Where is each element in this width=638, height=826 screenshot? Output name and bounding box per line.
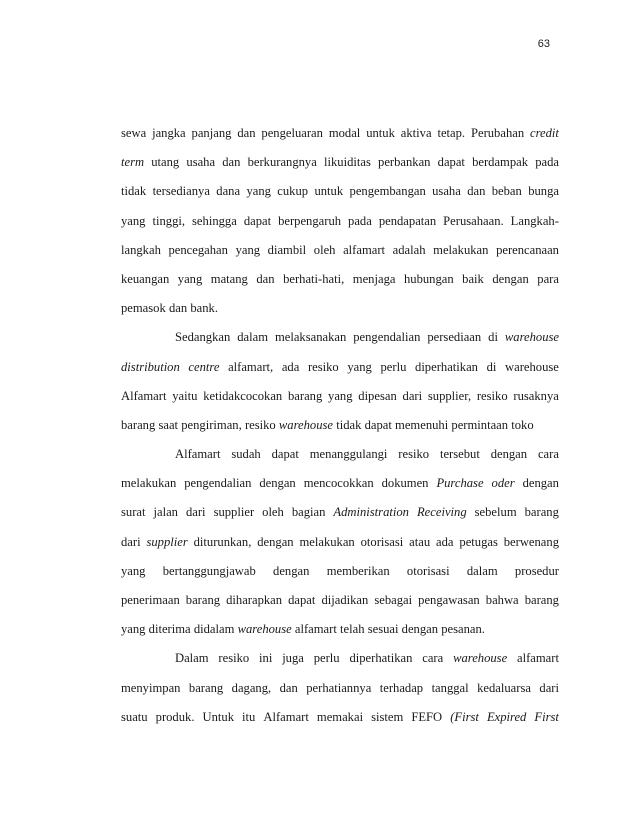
word: juga bbox=[282, 651, 304, 666]
word: sesuai bbox=[367, 622, 399, 637]
word: barang bbox=[287, 388, 323, 403]
word: oder bbox=[491, 476, 515, 491]
word: cara bbox=[537, 447, 559, 462]
word: dipesan bbox=[358, 388, 397, 403]
word: oleh bbox=[313, 242, 336, 257]
word: otorisasi bbox=[406, 563, 450, 578]
word: tetap. bbox=[437, 126, 466, 140]
word: bank. bbox=[190, 301, 218, 316]
word: usaha bbox=[186, 155, 216, 170]
text-line bbox=[121, 323, 559, 352]
word: alfamart, bbox=[228, 359, 274, 374]
word: modal bbox=[328, 126, 361, 140]
word: pengiriman, bbox=[181, 417, 242, 432]
word: tanggal bbox=[431, 680, 469, 695]
word: atau bbox=[409, 534, 431, 549]
word: tidak bbox=[336, 417, 362, 432]
word: penerimaan bbox=[121, 593, 180, 607]
word: sistem bbox=[371, 709, 404, 724]
text-line bbox=[121, 411, 559, 440]
word: dengan bbox=[490, 447, 528, 462]
word: Untuk bbox=[202, 709, 234, 724]
word: bunga bbox=[528, 184, 559, 199]
word: yang bbox=[121, 622, 146, 637]
word: warehouse bbox=[237, 622, 292, 637]
word: rusaknya bbox=[513, 388, 559, 403]
word: dan bbox=[168, 301, 188, 316]
word: tinggi, bbox=[152, 213, 186, 228]
word: ada bbox=[436, 534, 454, 549]
word: dapat bbox=[243, 213, 272, 228]
word: cukup bbox=[277, 184, 309, 199]
word: baik bbox=[462, 271, 484, 286]
word: Administration bbox=[333, 505, 409, 520]
word: mencocokkan bbox=[303, 476, 374, 491]
word: berdampak bbox=[472, 155, 529, 170]
word: pendapatan bbox=[378, 213, 437, 228]
word: alfamart bbox=[517, 651, 559, 666]
text-line bbox=[121, 265, 559, 294]
word: Sedangkan bbox=[175, 330, 231, 345]
word: Dalam bbox=[175, 651, 209, 666]
word: berkurangnya bbox=[247, 155, 317, 170]
text-line bbox=[121, 236, 559, 265]
word: beban bbox=[491, 184, 522, 199]
word: dijadikan bbox=[321, 593, 369, 607]
word: dengan bbox=[273, 563, 310, 578]
word: perbankan bbox=[378, 155, 431, 170]
word: dapat bbox=[437, 155, 465, 170]
word: dapat bbox=[288, 593, 316, 607]
word: Alfamart bbox=[263, 709, 309, 724]
word: ada bbox=[281, 359, 300, 374]
word: pemasok bbox=[121, 301, 166, 316]
word: otorisasi bbox=[360, 534, 404, 549]
word: diperhatikan bbox=[415, 359, 478, 374]
word: resiko bbox=[398, 447, 430, 462]
word: diperhatikan bbox=[349, 651, 413, 666]
word: perhatiannya bbox=[306, 680, 372, 695]
word: Perusahaan. bbox=[443, 213, 504, 228]
word: term bbox=[121, 155, 145, 170]
word: Expired bbox=[486, 709, 527, 724]
word: bagian bbox=[291, 505, 326, 520]
word: untuk bbox=[366, 126, 395, 140]
word: dengan bbox=[401, 622, 439, 637]
word: jalan bbox=[153, 505, 178, 520]
word: perencanaan bbox=[496, 242, 559, 257]
word: jangka bbox=[152, 126, 186, 140]
word: dan bbox=[467, 184, 486, 199]
word: ini bbox=[259, 651, 273, 666]
word: pada bbox=[348, 213, 372, 228]
text-line bbox=[121, 382, 559, 411]
word: utang bbox=[151, 155, 180, 170]
text-line bbox=[121, 674, 559, 703]
word: usaha bbox=[432, 184, 461, 199]
word: telah bbox=[340, 622, 365, 637]
word: sehingga bbox=[192, 213, 237, 228]
word: didalam bbox=[193, 622, 235, 637]
word: di bbox=[486, 359, 497, 374]
word: dan bbox=[222, 155, 241, 170]
word: yang bbox=[121, 213, 146, 228]
word: yang bbox=[328, 388, 353, 403]
text-line bbox=[121, 294, 559, 323]
word: FEFO bbox=[411, 709, 443, 724]
word: dana bbox=[216, 184, 241, 199]
word: perlu bbox=[313, 651, 340, 666]
text-line bbox=[121, 615, 559, 644]
word: Receiving bbox=[416, 505, 467, 520]
word: likuiditas bbox=[323, 155, 371, 170]
word: sebagai bbox=[374, 593, 413, 607]
word: Purchase bbox=[436, 476, 484, 491]
word: dari bbox=[539, 680, 559, 695]
word: diturunkan, bbox=[193, 534, 252, 549]
word: prosedur bbox=[514, 563, 559, 578]
word: alfamart bbox=[294, 622, 337, 637]
word: resiko bbox=[244, 417, 276, 432]
word: sewa bbox=[121, 126, 147, 140]
word: dengan bbox=[492, 271, 529, 286]
word: Langkah- bbox=[510, 213, 559, 228]
word: saat bbox=[158, 417, 179, 432]
word: barang bbox=[524, 505, 559, 520]
word: dan bbox=[279, 680, 298, 695]
word: terhadap bbox=[379, 680, 424, 695]
word: resiko bbox=[307, 359, 339, 374]
text-line bbox=[121, 498, 559, 527]
word: matang bbox=[210, 271, 248, 286]
word: pengendalian bbox=[184, 476, 252, 491]
word: barang bbox=[185, 593, 221, 607]
word: dengan bbox=[257, 534, 294, 549]
word: melakukan bbox=[433, 242, 489, 257]
word: menanggulangi bbox=[309, 447, 388, 462]
word: berpengaruh bbox=[278, 213, 342, 228]
text-line bbox=[121, 440, 559, 469]
word: pengembangan bbox=[349, 184, 426, 199]
word: (First bbox=[450, 709, 479, 724]
word: barang bbox=[121, 417, 156, 432]
word: dapat bbox=[271, 447, 299, 462]
word: memenuhi bbox=[395, 417, 449, 432]
word: dari bbox=[121, 534, 141, 549]
word: memakai bbox=[316, 709, 364, 724]
word: itu bbox=[242, 709, 256, 724]
word: supplier, bbox=[427, 388, 472, 403]
word: barang bbox=[188, 680, 224, 695]
word: surat bbox=[121, 505, 146, 520]
word: dari bbox=[402, 388, 423, 403]
word: untuk bbox=[314, 184, 344, 199]
word: First bbox=[534, 709, 559, 724]
word: dan bbox=[237, 126, 256, 140]
word: dengan bbox=[259, 476, 296, 491]
word: di bbox=[488, 330, 498, 345]
word: supplier bbox=[146, 534, 188, 549]
word: ketidakcocokan bbox=[203, 388, 283, 403]
word: perlu bbox=[380, 359, 407, 374]
word: warehouse bbox=[505, 359, 559, 374]
word: dokumen bbox=[381, 476, 429, 491]
word: tidak bbox=[121, 184, 147, 199]
word: yang bbox=[347, 359, 372, 374]
word: yang bbox=[121, 563, 146, 578]
word: diterima bbox=[148, 622, 191, 637]
text-line bbox=[121, 148, 559, 177]
word: berhati-hati, bbox=[283, 271, 345, 286]
word: barang bbox=[524, 593, 559, 607]
text-line bbox=[121, 177, 559, 206]
word: warehouse bbox=[278, 417, 334, 432]
word: menjaga bbox=[352, 271, 396, 286]
word: melakukan bbox=[299, 534, 355, 549]
word: panjang bbox=[191, 126, 232, 140]
word: sebelum bbox=[474, 505, 517, 520]
word: persediaan bbox=[427, 330, 482, 345]
word: resiko bbox=[476, 388, 508, 403]
word: sudah bbox=[231, 447, 261, 462]
word: toko bbox=[511, 417, 534, 432]
word: adalah bbox=[392, 242, 426, 257]
text-line bbox=[121, 207, 559, 236]
word: para bbox=[537, 271, 559, 286]
word: warehouse bbox=[453, 651, 508, 666]
word: distribution bbox=[121, 359, 180, 374]
word: permintaan bbox=[451, 417, 509, 432]
word: pada bbox=[535, 155, 559, 170]
word: kedaluarsa bbox=[477, 680, 531, 695]
word: yaitu bbox=[172, 388, 198, 403]
word: dapat bbox=[364, 417, 392, 432]
word: Alfamart bbox=[175, 447, 221, 462]
word: dalam bbox=[237, 330, 268, 345]
word: bahwa bbox=[485, 593, 519, 607]
text-line bbox=[121, 119, 559, 148]
word: melaksanakan bbox=[274, 330, 347, 345]
word: centre bbox=[188, 359, 220, 374]
text-line bbox=[121, 469, 559, 498]
word: langkah bbox=[121, 242, 161, 257]
word: bertanggungjawab bbox=[162, 563, 256, 578]
word: tersedianya bbox=[152, 184, 210, 199]
word: yang bbox=[177, 271, 203, 286]
word: pengendalian bbox=[353, 330, 421, 345]
word: tersebut bbox=[439, 447, 480, 462]
word: yang bbox=[246, 184, 271, 199]
word: pesanan. bbox=[441, 622, 485, 637]
word: keuangan bbox=[121, 271, 170, 286]
word: yang bbox=[235, 242, 261, 257]
word: pencegahan bbox=[168, 242, 228, 257]
word: warehouse bbox=[504, 330, 559, 345]
page-number: 63 bbox=[537, 38, 550, 50]
word: oleh bbox=[262, 505, 284, 520]
word: menyimpan bbox=[121, 680, 181, 695]
text-line bbox=[121, 703, 559, 732]
word: melakukan bbox=[121, 476, 177, 491]
word: dan bbox=[256, 271, 275, 286]
body-text bbox=[121, 119, 559, 732]
text-line bbox=[121, 353, 559, 382]
word: diharapkan bbox=[226, 593, 283, 607]
word: credit bbox=[530, 126, 559, 140]
text-line bbox=[121, 644, 559, 673]
word: supplier bbox=[213, 505, 255, 520]
word: dari bbox=[185, 505, 206, 520]
text-line bbox=[121, 528, 559, 557]
word: produk. bbox=[155, 709, 195, 724]
word: Alfamart bbox=[121, 388, 167, 403]
text-line bbox=[121, 586, 559, 615]
word: cara bbox=[422, 651, 444, 666]
word: dengan bbox=[522, 476, 559, 491]
word: alfamart bbox=[343, 242, 386, 257]
word: dagang, bbox=[231, 680, 272, 695]
word: pengeluaran bbox=[261, 126, 323, 140]
word: diambil bbox=[267, 242, 307, 257]
word: resiko bbox=[218, 651, 250, 666]
word: aktiva bbox=[400, 126, 432, 140]
word: dalam bbox=[466, 563, 498, 578]
word: suatu bbox=[121, 709, 148, 724]
word: hubungan bbox=[403, 271, 454, 286]
word: pengawasan bbox=[418, 593, 480, 607]
word: memberikan bbox=[326, 563, 390, 578]
word: berwenang bbox=[503, 534, 559, 549]
word: Perubahan bbox=[470, 126, 525, 140]
text-line bbox=[121, 557, 559, 586]
word: petugas bbox=[459, 534, 498, 549]
